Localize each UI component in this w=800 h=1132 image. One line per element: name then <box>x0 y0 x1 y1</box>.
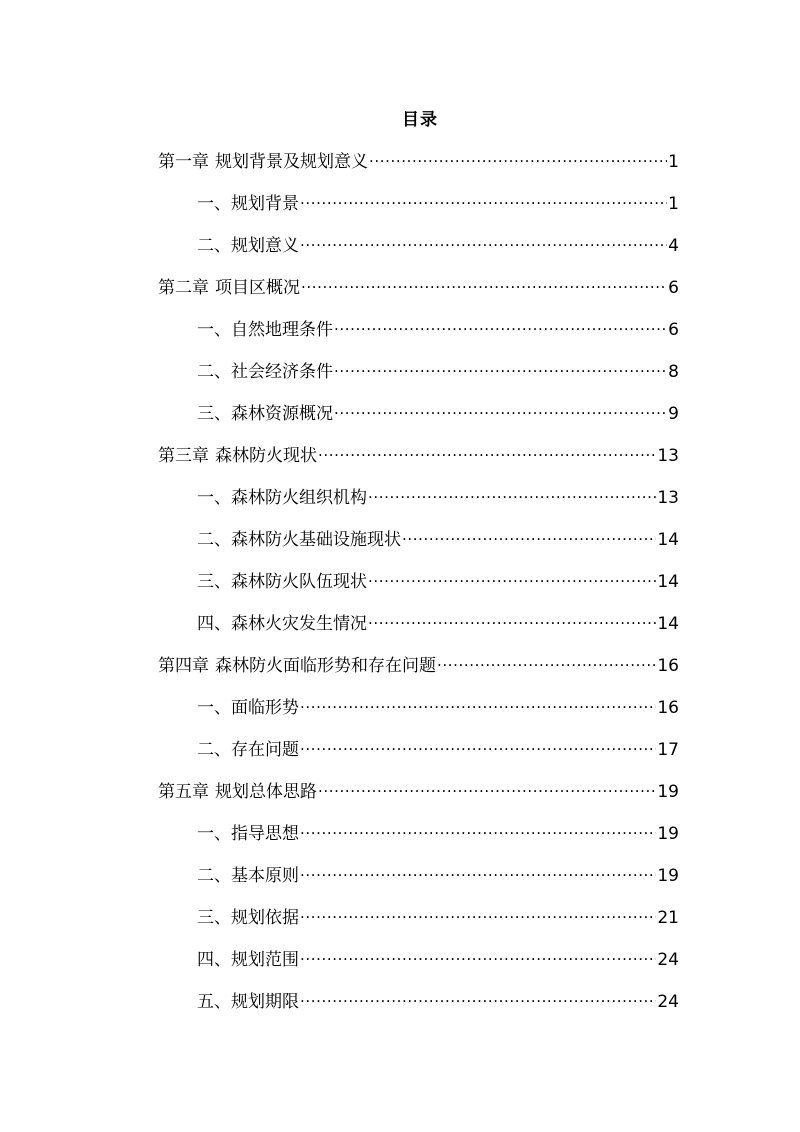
toc-entry-label <box>197 696 299 720</box>
toc-entry-section[interactable] <box>158 819 679 861</box>
toc-entry-section[interactable] <box>158 861 679 903</box>
toc-entry-page: 14 <box>657 572 679 592</box>
toc-entry-prefix: 一、 <box>197 824 231 844</box>
toc-entry-page: 19 <box>657 782 679 802</box>
toc-entry-page: 24 <box>657 992 679 1012</box>
toc-entry-section[interactable] <box>158 567 679 609</box>
toc-entry-title: 规划背景及规划意义 <box>215 152 368 172</box>
toc-entry-section[interactable] <box>158 903 679 945</box>
dot-leader <box>368 567 656 587</box>
toc-entry-label <box>158 150 368 174</box>
toc-entry-chapter[interactable] <box>158 441 679 483</box>
toc-entry-page: 8 <box>668 362 679 382</box>
toc-entry-prefix: 第一章 <box>158 152 209 172</box>
toc-entry-label <box>197 402 333 426</box>
toc-entry-prefix: 二、 <box>197 866 231 886</box>
toc-entry-page: 13 <box>657 488 679 508</box>
dot-leader <box>300 903 656 923</box>
dot-leader <box>300 189 667 209</box>
toc-entry-label <box>197 906 299 930</box>
toc-entry-prefix: 一、 <box>197 488 231 508</box>
toc-entry-prefix: 三、 <box>197 908 231 928</box>
table-of-contents <box>158 147 679 1029</box>
dot-leader <box>300 693 656 713</box>
toc-entry-title: 森林防火组织机构 <box>231 488 367 508</box>
toc-entry-prefix: 第四章 <box>158 656 209 676</box>
toc-entry-section[interactable] <box>158 945 679 987</box>
dot-leader <box>437 651 656 671</box>
dot-leader <box>318 777 656 797</box>
toc-entry-title: 森林防火基础设施现状 <box>231 530 401 550</box>
toc-entry-prefix: 第二章 <box>158 278 209 298</box>
toc-entry-label <box>197 486 367 510</box>
toc-entry-label <box>197 738 299 762</box>
toc-entry-title: 森林防火队伍现状 <box>231 572 367 592</box>
toc-entry-page: 6 <box>668 320 679 340</box>
toc-entry-page: 17 <box>657 740 679 760</box>
toc-entry-title: 森林资源概况 <box>231 404 333 424</box>
toc-entry-page: 14 <box>657 614 679 634</box>
dot-leader <box>300 735 656 755</box>
toc-entry-page: 13 <box>657 446 679 466</box>
toc-entry-label <box>197 864 299 888</box>
dot-leader <box>300 945 656 965</box>
dot-leader <box>334 399 667 419</box>
toc-entry-title: 森林火灾发生情况 <box>231 614 367 634</box>
toc-entry-section[interactable] <box>158 483 679 525</box>
toc-entry-prefix: 一、 <box>197 698 231 718</box>
toc-entry-prefix: 四、 <box>197 950 231 970</box>
dot-leader <box>334 357 667 377</box>
toc-entry-label <box>197 528 401 552</box>
toc-entry-prefix: 三、 <box>197 404 231 424</box>
toc-entry-label <box>197 612 367 636</box>
toc-entry-page: 19 <box>657 866 679 886</box>
toc-entry-title: 基本原则 <box>231 866 299 886</box>
toc-entry-prefix: 二、 <box>197 236 231 256</box>
toc-entry-title: 面临形势 <box>231 698 299 718</box>
dot-leader <box>300 819 656 839</box>
toc-entry-label <box>197 990 299 1014</box>
toc-entry-label <box>158 654 436 678</box>
dot-leader <box>300 231 667 251</box>
toc-entry-title: 自然地理条件 <box>231 320 333 340</box>
toc-entry-prefix: 一、 <box>197 320 231 340</box>
toc-entry-page: 9 <box>668 404 679 424</box>
toc-entry-prefix: 一、 <box>197 194 231 214</box>
toc-entry-label <box>197 360 333 384</box>
toc-entry-label <box>158 444 317 468</box>
toc-entry-page: 21 <box>657 908 679 928</box>
dot-leader <box>318 441 656 461</box>
toc-entry-title: 规划依据 <box>231 908 299 928</box>
toc-entry-title: 规划范围 <box>231 950 299 970</box>
toc-entry-chapter[interactable] <box>158 651 679 693</box>
dot-leader <box>402 525 656 545</box>
toc-entry-section[interactable] <box>158 525 679 567</box>
toc-entry-section[interactable] <box>158 735 679 777</box>
dot-leader <box>334 315 667 335</box>
toc-entry-section[interactable] <box>158 987 679 1029</box>
toc-entry-chapter[interactable] <box>158 273 679 315</box>
toc-entry-title: 规划总体思路 <box>215 782 317 802</box>
toc-entry-section[interactable] <box>158 357 679 399</box>
toc-entry-chapter[interactable] <box>158 147 679 189</box>
dot-leader <box>300 861 656 881</box>
toc-entry-page: 1 <box>668 152 679 172</box>
toc-entry-page: 16 <box>657 698 679 718</box>
dot-leader <box>368 609 656 629</box>
toc-entry-label <box>197 822 299 846</box>
toc-entry-prefix: 第五章 <box>158 782 209 802</box>
toc-entry-title: 规划背景 <box>231 194 299 214</box>
toc-entry-title: 森林防火现状 <box>215 446 317 466</box>
toc-entry-page: 6 <box>668 278 679 298</box>
toc-entry-label <box>197 192 299 216</box>
toc-entry-page: 19 <box>657 824 679 844</box>
toc-entry-section[interactable] <box>158 231 679 273</box>
dot-leader <box>369 147 667 167</box>
toc-entry-label <box>158 780 317 804</box>
dot-leader <box>301 273 667 293</box>
dot-leader <box>368 483 656 503</box>
toc-entry-prefix: 第三章 <box>158 446 209 466</box>
toc-entry-prefix: 五、 <box>197 992 231 1012</box>
toc-entry-title: 社会经济条件 <box>231 362 333 382</box>
toc-entry-label <box>197 948 299 972</box>
toc-entry-page: 1 <box>668 194 679 214</box>
toc-entry-label <box>197 234 299 258</box>
toc-entry-title: 规划意义 <box>231 236 299 256</box>
toc-entry-page: 14 <box>657 530 679 550</box>
toc-entry-page: 24 <box>657 950 679 970</box>
toc-entry-label <box>158 276 300 300</box>
toc-entry-section[interactable] <box>158 315 679 357</box>
toc-entry-section[interactable] <box>158 399 679 441</box>
toc-entry-prefix: 二、 <box>197 740 231 760</box>
toc-entry-section[interactable] <box>158 189 679 231</box>
toc-entry-chapter[interactable] <box>158 777 679 819</box>
toc-entry-title: 森林防火面临形势和存在问题 <box>215 656 436 676</box>
toc-entry-page: 16 <box>657 656 679 676</box>
toc-entry-label <box>197 570 367 594</box>
toc-entry-section[interactable] <box>158 693 679 735</box>
toc-entry-title: 存在问题 <box>231 740 299 760</box>
toc-entry-prefix: 四、 <box>197 614 231 634</box>
toc-entry-prefix: 二、 <box>197 530 231 550</box>
dot-leader <box>300 987 656 1007</box>
toc-title: 目录 <box>402 110 438 130</box>
toc-entry-title: 规划期限 <box>231 992 299 1012</box>
toc-entry-page: 4 <box>668 236 679 256</box>
toc-entry-title: 指导思想 <box>231 824 299 844</box>
toc-entry-prefix: 二、 <box>197 362 231 382</box>
toc-entry-section[interactable] <box>158 609 679 651</box>
toc-entry-title: 项目区概况 <box>215 278 300 298</box>
toc-entry-prefix: 三、 <box>197 572 231 592</box>
toc-entry-label <box>197 318 333 342</box>
